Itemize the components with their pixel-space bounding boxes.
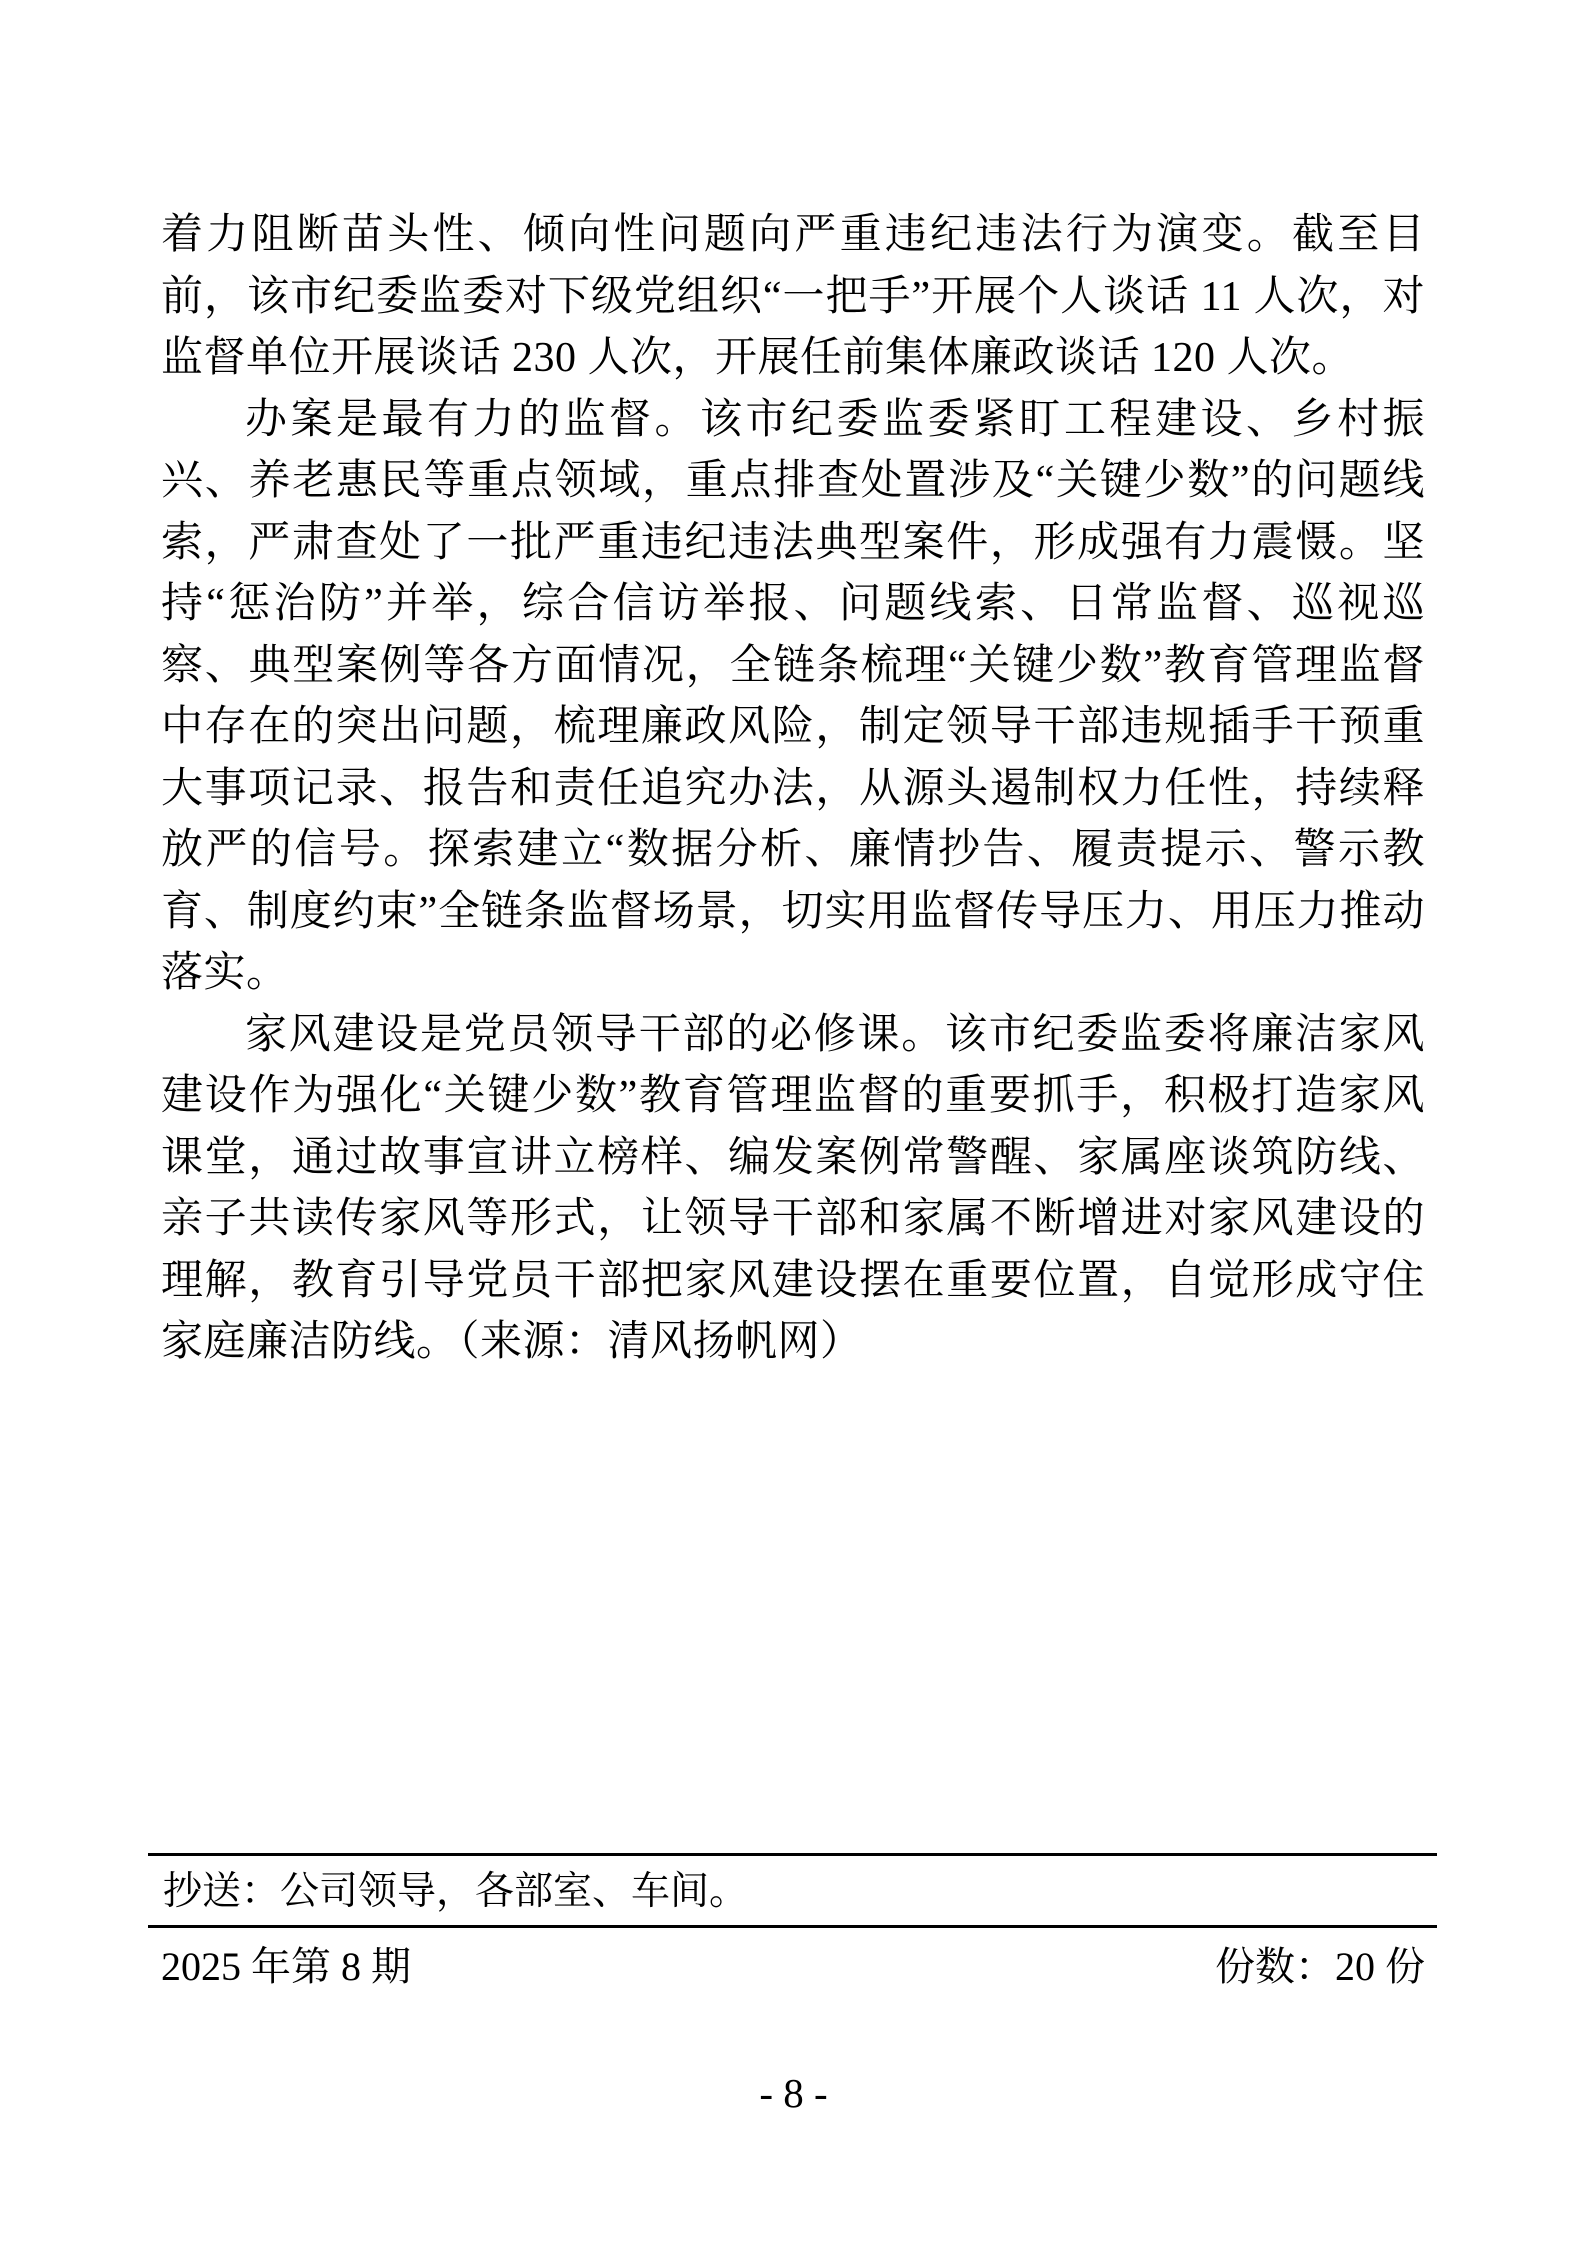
page-number: - 8 - xyxy=(759,2070,828,2116)
footer-divider-top xyxy=(148,1853,1437,1856)
paragraph-family-style: 家风建设是党员领导干部的必修课。该市纪委监委将廉洁家风建设作为强化“关键少数”教育管理监督的重要抓手，积极打造家风课堂，通过故事宣讲立榜样、编发案例常警醒、家属座谈筑防线、亲子共读传家风等形式，让领导干部和家属不断增进对家风建设的理解，教育引导党员干部把家风建设摆在重要位置，自觉形成守住家庭廉洁防线。（来源：清风扬帆网） xyxy=(161,1011,1425,1365)
footer-divider-bottom xyxy=(148,1925,1437,1928)
issue-number: 2025 年第 8 期 xyxy=(161,1944,411,1989)
copies-count: 份数：20 份 xyxy=(1215,1944,1425,1989)
document-body xyxy=(161,205,1425,1374)
paragraph-continuation: 着力阻断苗头性、倾向性问题向严重违纪违法行为演变。截至目前，该市纪委监委对下级党组织“一把手”开展个人谈话 11 人次，对监督单位开展谈话 230 人次，开展任前集体廉政谈话 120 人次。 xyxy=(161,212,1425,381)
cc-distribution-line: 抄送：公司领导，各部室、车间。 xyxy=(163,1870,749,1913)
issue-info-row xyxy=(161,1938,1425,1996)
paragraph-case-handling: 办案是最有力的监督。该市纪委监委紧盯工程建设、乡村振兴、养老惠民等重点领域，重点排查处置涉及“关键少数”的问题线索，严肃查处了一批严重违纪违法典型案件，形成强有力震慑。坚持“惩治防”并举，综合信访举报、问题线索、日常监督、巡视巡察、典型案例等各方面情况，全链条梳理“关键少数”教育管理监督中存在的突出问题，梳理廉政风险，制定领导干部违规插手干预重大事项记录、报告和责任追究办法，从源头遏制权力任性，持续释放严的信号。探索建立“数据分析、廉情抄告、履责提示、警示教育、制度约束”全链条监督场景，切实用监督传导压力、用压力推动落实。 xyxy=(161,396,1425,996)
